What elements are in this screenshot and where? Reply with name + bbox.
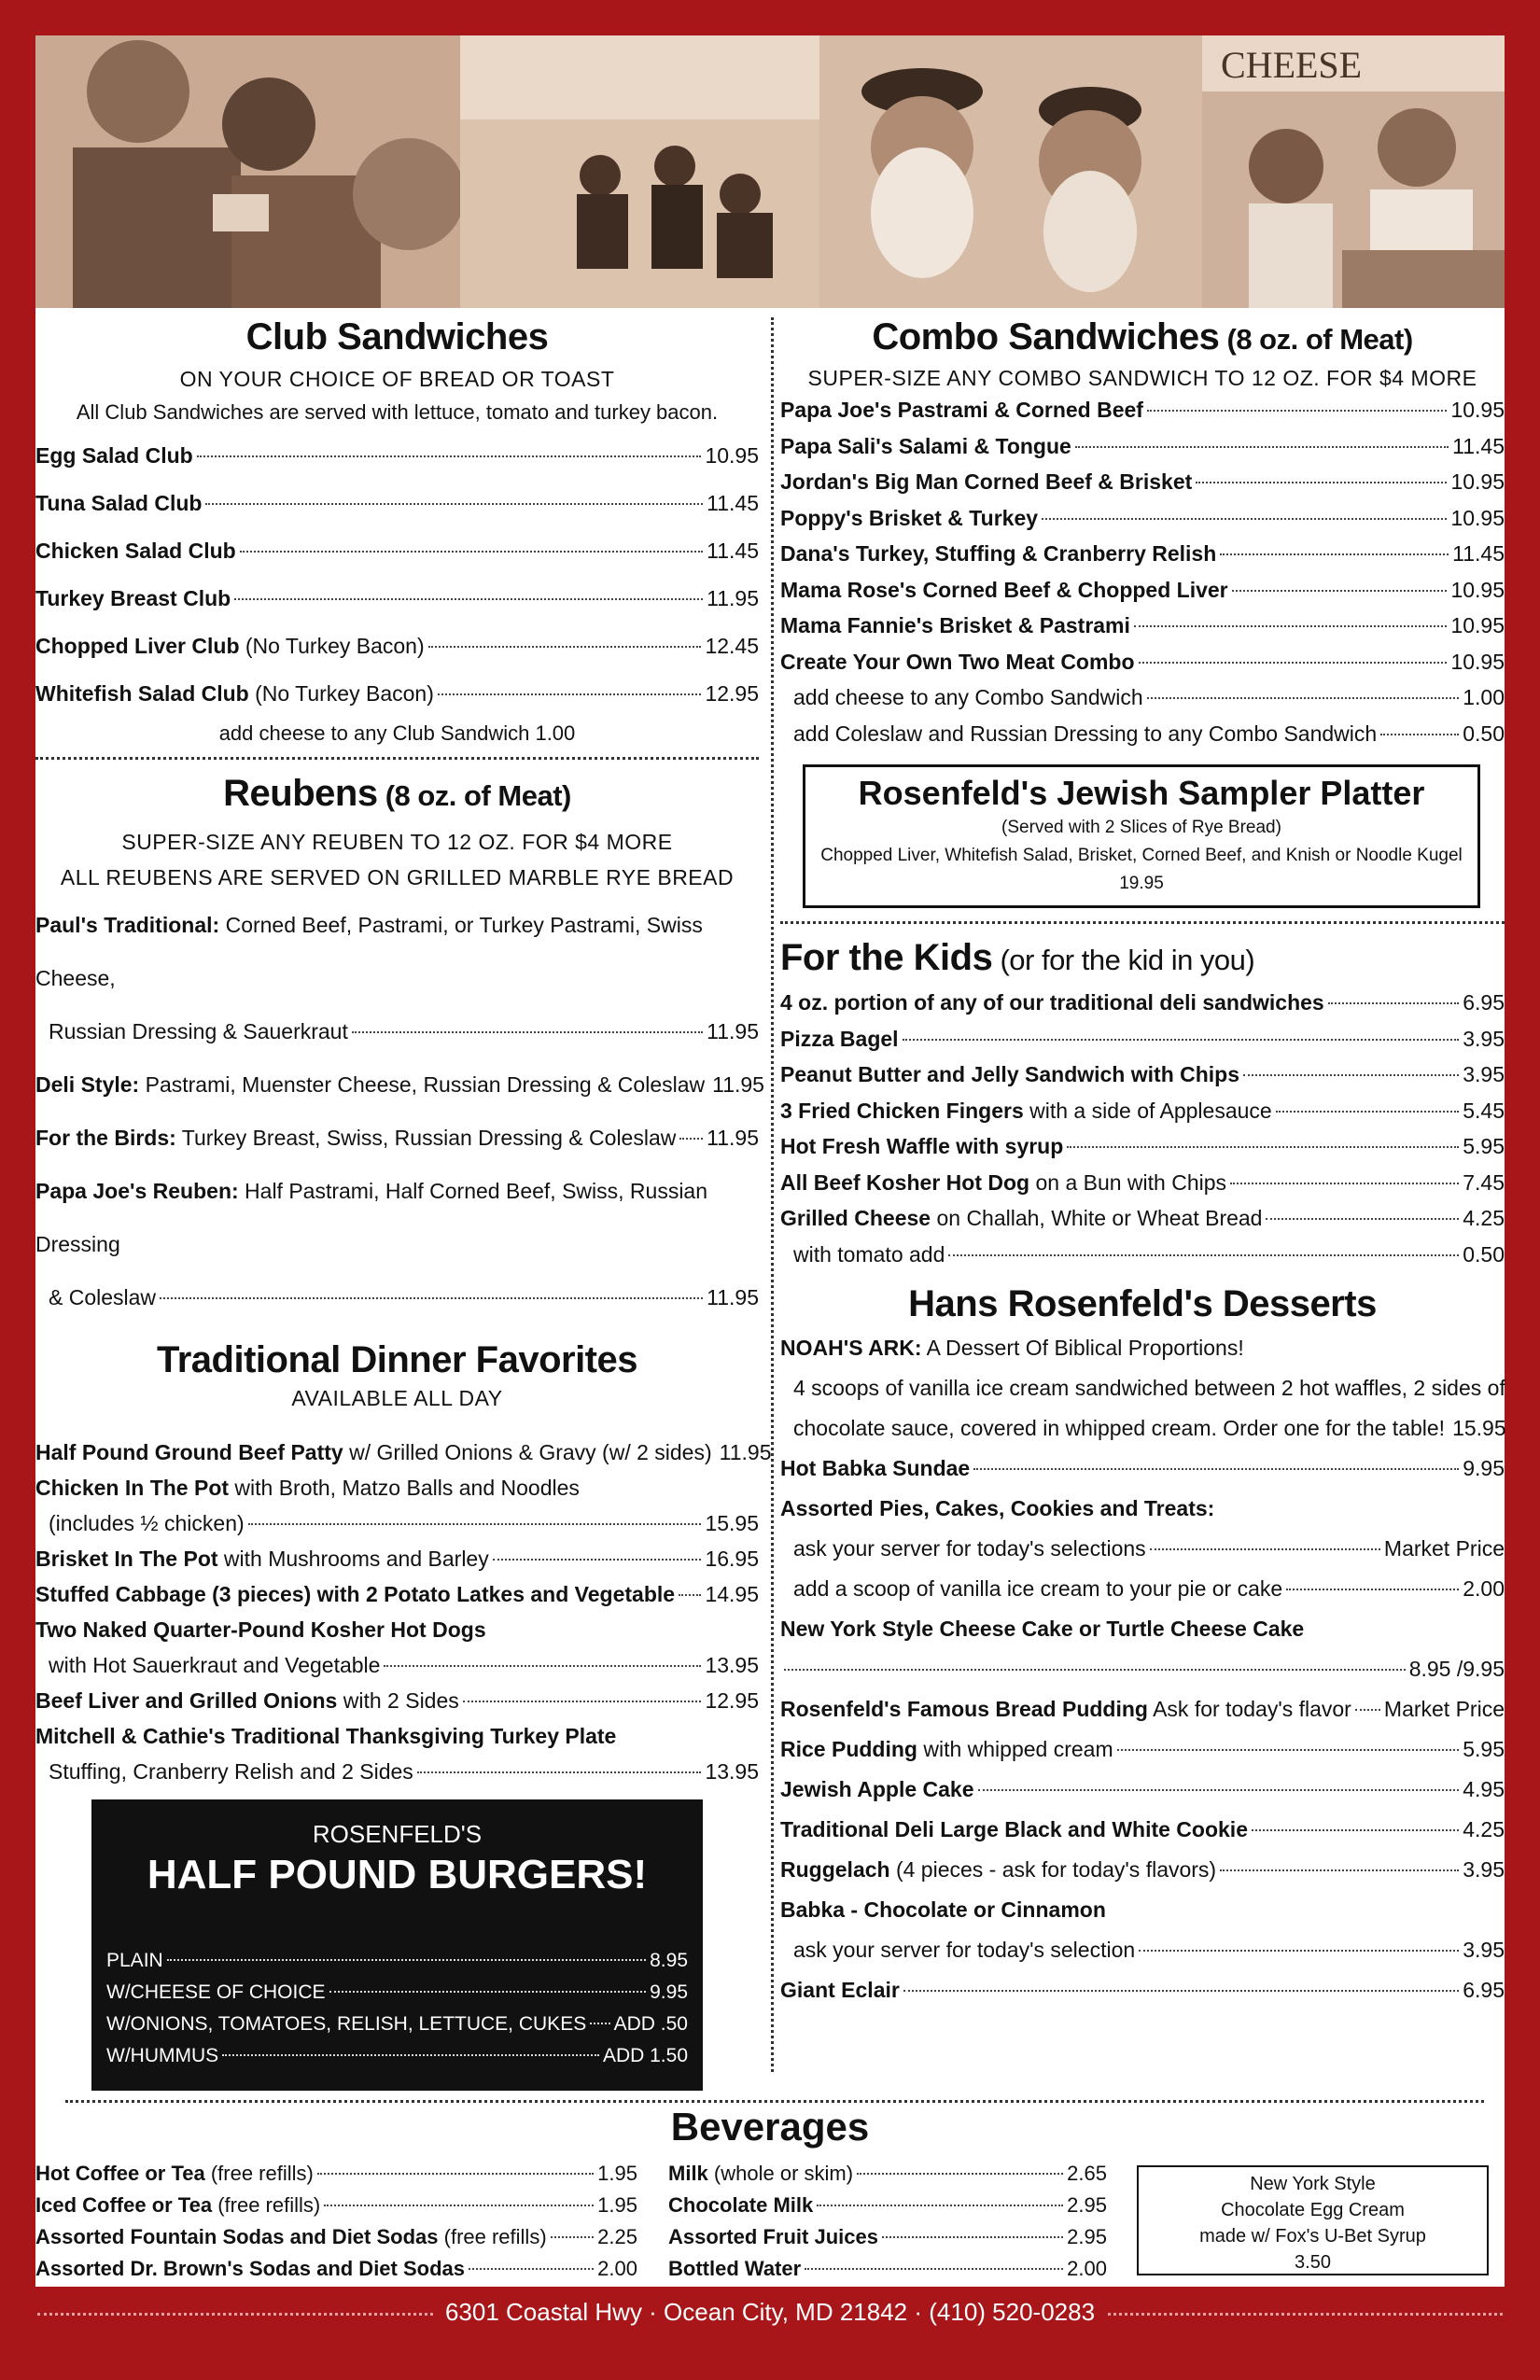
reuben-pauls-price-row xyxy=(35,1005,759,1058)
club-sub: ON YOUR CHOICE OF BREAD OR TOAST xyxy=(179,367,615,391)
dessert-extra: with whipped cream xyxy=(917,1737,1113,1761)
combo-items xyxy=(780,392,1505,679)
reubens-title xyxy=(35,769,759,820)
dinner-item-name: Stuffed Cabbage (3 pieces) with 2 Potato Latkes and Vegetable xyxy=(35,1582,676,1606)
dinner-item-price: 15.95 xyxy=(705,1511,759,1535)
dessert-price: 15.95 xyxy=(1452,1416,1506,1440)
beverage-price: 2.00 xyxy=(597,2257,637,2280)
kids-item-row xyxy=(780,1200,1505,1237)
reuben-birds-row xyxy=(35,1112,759,1165)
dessert-price: 4.95 xyxy=(1463,1777,1505,1801)
reuben-pauls-desc: Corned Beef, Pastrami, or Turkey Pastrami, Swiss Cheese, xyxy=(35,913,703,990)
burger-title2: HALF POUND BURGERS! xyxy=(147,1852,648,1897)
burger-item-price: ADD 1.50 xyxy=(602,2045,688,2066)
kids-item-row xyxy=(780,1165,1505,1201)
kids-item-price: 3.95 xyxy=(1463,1026,1505,1051)
burger-item-row xyxy=(106,1977,688,2009)
kids-title-text: For the Kids xyxy=(780,937,993,978)
club-item-row xyxy=(35,575,759,623)
sampler-desc: Chopped Liver, Whitefish Salad, Brisket, Corned Beef, and Knish or Noodle Kugel xyxy=(820,846,1463,865)
combo-item-row xyxy=(780,392,1505,428)
burger-item-price: 8.95 xyxy=(650,1950,688,1971)
kids-item-extra: on a Bun with Chips xyxy=(1029,1169,1227,1195)
club-item-name: Chopped Liver Club xyxy=(35,634,240,658)
beverage-row xyxy=(668,2158,1107,2190)
beverage-row xyxy=(668,2253,1107,2285)
club-item-price: 10.95 xyxy=(705,443,759,468)
club-item-price: 11.95 xyxy=(707,586,759,610)
reuben-deli-name: Deli Style: xyxy=(35,1072,140,1097)
beverages-right xyxy=(668,2158,1107,2285)
beverages-left xyxy=(35,2158,637,2285)
kids-title-small: (or for the kid in you) xyxy=(992,944,1255,976)
dessert-name: New York Style Cheese Cake or Turtle Cheese Cake xyxy=(780,1617,1305,1641)
dinner-row xyxy=(35,1647,759,1683)
dessert-row xyxy=(780,1689,1505,1729)
photo-strip xyxy=(35,35,1505,308)
dessert-row xyxy=(780,1449,1505,1489)
kids-tomato-price: 0.50 xyxy=(1463,1241,1505,1267)
combo-item-name: Mama Fannie's Brisket & Pastrami xyxy=(780,613,1130,637)
dinner-item-price: 16.95 xyxy=(705,1547,759,1571)
reuben-papa-name: Papa Joe's Reuben: xyxy=(35,1179,239,1203)
burger-box xyxy=(91,1799,703,2091)
reuben-pauls xyxy=(35,899,759,1005)
egg-cream-line3: made w/ Fox's U-Bet Syrup xyxy=(1199,2226,1426,2247)
dinner-item-extra: with Mushrooms and Barley xyxy=(217,1547,489,1571)
kids-item-name: All Beef Kosher Hot Dog xyxy=(780,1169,1030,1195)
egg-cream-line1: New York Style xyxy=(1250,2174,1376,2194)
combo-title-text: Combo Sandwiches xyxy=(872,316,1220,357)
combo-item-price: 10.95 xyxy=(1450,649,1505,674)
combo-item-price: 10.95 xyxy=(1450,577,1505,602)
beverage-name: Assorted Fruit Juices xyxy=(668,2225,878,2248)
dessert-row xyxy=(780,1649,1505,1689)
footer xyxy=(0,2287,1540,2380)
club-item-price: 12.45 xyxy=(705,634,759,658)
kids-item-price: 6.95 xyxy=(1463,990,1505,1015)
beverage-price: 2.00 xyxy=(1067,2257,1107,2280)
dessert-row xyxy=(780,1368,1505,1408)
combo-item-name: Create Your Own Two Meat Combo xyxy=(780,649,1135,674)
reuben-papa-price: 11.95 xyxy=(707,1285,759,1309)
dinner-row xyxy=(35,1470,759,1505)
dinner-row xyxy=(35,1541,759,1576)
dessert-name: Babka - Chocolate or Cinnamon xyxy=(780,1897,1106,1922)
dessert-extra: chocolate sauce, covered in whipped cream. Order one for the table! xyxy=(793,1416,1446,1440)
dinner-row xyxy=(35,1718,759,1754)
sampler-box xyxy=(803,764,1480,908)
dessert-name: NOAH'S ARK: xyxy=(780,1336,922,1360)
dessert-row xyxy=(780,1890,1505,1930)
photo-old-men-eating xyxy=(35,35,460,308)
dinner-item-price: 12.95 xyxy=(705,1688,759,1713)
right-column xyxy=(780,313,1505,2010)
photo-deli-counter xyxy=(1202,35,1505,308)
dessert-price: 4.25 xyxy=(1463,1817,1505,1841)
club-item-name: Chicken Salad Club xyxy=(35,539,236,563)
egg-cream-price: 3.50 xyxy=(1295,2252,1331,2273)
reuben-pauls-name: Paul's Traditional: xyxy=(35,913,220,937)
egg-cream-box xyxy=(1137,2165,1489,2275)
photo-bearded-men xyxy=(819,35,1202,308)
beverage-price: 2.25 xyxy=(597,2225,637,2248)
combo-item-row xyxy=(780,536,1505,572)
dessert-price: 5.95 xyxy=(1463,1737,1505,1761)
kids-item-name: Peanut Butter and Jelly Sandwich with Chips xyxy=(780,1062,1240,1086)
beverage-name: Milk xyxy=(668,2162,708,2185)
beverage-price: 2.65 xyxy=(1067,2162,1107,2185)
divider xyxy=(65,2100,1484,2103)
reubens-sub1: SUPER-SIZE ANY REUBEN TO 12 OZ. FOR $4 MORE xyxy=(121,830,673,854)
kids-item-extra: on Challah, White or Wheat Bread xyxy=(931,1206,1263,1230)
burger-item-price: ADD .50 xyxy=(613,2013,688,2035)
dessert-extra: add a scoop of vanilla ice cream to your pie or cake xyxy=(793,1576,1283,1601)
egg-cream-line2: Chocolate Egg Cream xyxy=(1221,2200,1405,2220)
combo-item-row xyxy=(780,428,1505,465)
combo-item-row xyxy=(780,572,1505,609)
dessert-price: 3.95 xyxy=(1463,1938,1505,1962)
club-note: All Club Sandwiches are served with lettuce, tomato and turkey bacon. xyxy=(76,400,719,424)
dessert-extra: (4 pieces - ask for today's flavors) xyxy=(889,1857,1217,1882)
dessert-row xyxy=(780,1328,1505,1368)
combo-item-row xyxy=(780,608,1505,644)
divider xyxy=(780,921,1505,924)
dessert-extra: ask your server for today's selections xyxy=(793,1536,1146,1561)
club-item-row xyxy=(35,527,759,575)
combo-add-coleslaw xyxy=(780,716,1505,752)
dinner-item-extra: with 2 Sides xyxy=(337,1688,459,1713)
reuben-deli-price: 11.95 xyxy=(712,1072,764,1097)
dessert-extra: Ask for today's flavor xyxy=(1147,1697,1351,1721)
reuben-papa-desc: Half Pastrami, Half Corned Beef, Swiss, Russian Dressing xyxy=(35,1179,708,1256)
combo-item-row xyxy=(780,644,1505,680)
dinner-item-price: 11.95 xyxy=(719,1440,772,1464)
burger-item-row xyxy=(106,2009,688,2040)
dinner-item-price: 13.95 xyxy=(705,1653,759,1677)
dinner-row xyxy=(35,1754,759,1789)
beverage-extra: (free refills) xyxy=(204,2162,314,2185)
divider xyxy=(35,757,759,760)
kids-item-price: 5.95 xyxy=(1463,1134,1505,1158)
cheese-sign-text: CHEESE xyxy=(1221,44,1363,86)
reuben-pauls-price: 11.95 xyxy=(707,1019,759,1043)
reuben-birds-name: For the Birds: xyxy=(35,1126,176,1150)
beverage-extra: (whole or skim) xyxy=(707,2162,854,2185)
combo-add1-price: 1.00 xyxy=(1463,685,1505,709)
kids-title xyxy=(780,933,1505,985)
dessert-name: Ruggelach xyxy=(780,1857,890,1882)
beverage-name: Assorted Fountain Sodas and Diet Sodas xyxy=(35,2225,439,2248)
dinner-item-price: 14.95 xyxy=(705,1582,759,1606)
combo-item-name: Jordan's Big Man Corned Beef & Brisket xyxy=(780,469,1193,494)
combo-item-row xyxy=(780,464,1505,500)
kids-item-price: 4.25 xyxy=(1463,1206,1505,1230)
club-addon: add cheese to any Club Sandwich 1.00 xyxy=(218,721,576,745)
beverage-extra: (free refills) xyxy=(212,2193,321,2217)
dessert-name: Giant Eclair xyxy=(780,1978,900,2002)
beverage-name: Assorted Dr. Brown's Sodas and Diet Sodas xyxy=(35,2257,466,2280)
footer-address-wrap xyxy=(0,2298,1540,2327)
club-items xyxy=(35,432,759,718)
dessert-price: 9.95 xyxy=(1463,1456,1505,1480)
kids-item-price: 7.45 xyxy=(1463,1169,1505,1195)
kids-items xyxy=(780,985,1505,1237)
dinner-item-extra: with Broth, Matzo Balls and Noodles xyxy=(229,1476,580,1500)
beverage-row xyxy=(35,2253,637,2285)
dinner-row xyxy=(35,1612,759,1647)
dessert-price: 8.95 /9.95 xyxy=(1408,1657,1505,1681)
combo-item-price: 10.95 xyxy=(1450,613,1505,637)
dessert-row xyxy=(780,1810,1505,1850)
kids-item-price: 5.45 xyxy=(1463,1098,1505,1123)
combo-add1-name: add cheese to any Combo Sandwich xyxy=(793,685,1143,709)
sampler-sub: (Served with 2 Slices of Rye Bread) xyxy=(1001,818,1281,837)
dessert-row xyxy=(780,1529,1505,1569)
burger-item-name: W/CHEESE OF CHOICE xyxy=(106,1981,326,2003)
beverage-name: Chocolate Milk xyxy=(668,2193,814,2217)
dessert-name: Rice Pudding xyxy=(780,1737,917,1761)
dinner-item-name: Two Naked Quarter-Pound Kosher Hot Dogs xyxy=(35,1617,486,1642)
dinner-row xyxy=(35,1576,759,1612)
photo-beach-women xyxy=(460,35,819,308)
combo-add2-price: 0.50 xyxy=(1463,721,1505,746)
kids-item-row xyxy=(780,1093,1505,1129)
combo-item-price: 10.95 xyxy=(1450,398,1505,422)
reuben-papa-price-row xyxy=(35,1271,759,1324)
reubens-title-text: Reubens xyxy=(223,773,378,814)
kids-item-row xyxy=(780,1128,1505,1165)
dessert-row xyxy=(780,1408,1505,1449)
footer-address: 6301 Coastal Hwy · Ocean City, MD 21842 · (410) 520-0283 xyxy=(434,2298,1106,2326)
club-item-price: 11.45 xyxy=(707,539,759,563)
dinner-item-extra: w/ Grilled Onions & Gravy (w/ 2 sides) xyxy=(343,1440,712,1464)
reubens-sub2: ALL REUBENS ARE SERVED ON GRILLED MARBLE RYE BREAD xyxy=(60,865,735,889)
dessert-row xyxy=(780,1930,1505,1970)
club-item-extra: (No Turkey Bacon) xyxy=(248,681,434,706)
dessert-price: Market Price xyxy=(1383,1697,1505,1721)
burger-title1: ROSENFELD'S xyxy=(312,1820,483,1848)
reuben-deli-row xyxy=(35,1058,764,1112)
beverage-row xyxy=(35,2190,637,2221)
dinner-sub: AVAILABLE ALL DAY xyxy=(291,1386,503,1410)
beverage-row xyxy=(35,2221,637,2253)
dinner-item-price: 13.95 xyxy=(705,1759,759,1784)
burger-item-name: PLAIN xyxy=(106,1950,163,1971)
sampler-title: Rosenfeld's Jewish Sampler Platter xyxy=(858,774,1425,812)
combo-item-price: 11.45 xyxy=(1452,433,1505,458)
dessert-name: Jewish Apple Cake xyxy=(780,1777,974,1801)
dessert-row xyxy=(780,1729,1505,1770)
kids-item-name: Grilled Cheese xyxy=(780,1206,931,1230)
kids-item-price: 3.95 xyxy=(1463,1062,1505,1086)
club-item-extra: (No Turkey Bacon) xyxy=(239,634,425,658)
burger-item-price: 9.95 xyxy=(650,1981,688,2003)
sampler-price: 19.95 xyxy=(1119,874,1164,893)
reuben-papa xyxy=(35,1165,759,1271)
dinner-row xyxy=(35,1435,772,1470)
dinner-item-extra: Stuffing, Cranberry Relish and 2 Sides xyxy=(49,1759,413,1784)
beverages-title: Beverages xyxy=(670,2105,870,2149)
club-title: Club Sandwiches xyxy=(245,316,549,357)
kids-item-row xyxy=(780,985,1505,1021)
reubens-title-small: (8 oz. of Meat) xyxy=(377,779,571,812)
combo-item-name: Papa Joe's Pastrami & Corned Beef xyxy=(780,398,1143,422)
desserts-title: Hans Rosenfeld's Desserts xyxy=(908,1283,1377,1324)
beverage-extra: (free refills) xyxy=(438,2225,547,2248)
combo-item-price: 10.95 xyxy=(1450,505,1505,530)
dessert-price: 3.95 xyxy=(1463,1857,1505,1882)
combo-add-cheese xyxy=(780,679,1505,716)
combo-item-row xyxy=(780,500,1505,537)
burger-item-name: W/HUMMUS xyxy=(106,2045,219,2066)
dinner-row xyxy=(35,1505,759,1541)
dessert-price: Market Price xyxy=(1383,1536,1505,1561)
club-item-price: 11.45 xyxy=(707,491,759,515)
beverage-row xyxy=(668,2221,1107,2253)
burger-item-row xyxy=(106,2040,688,2072)
dessert-name: Hot Babka Sundae xyxy=(780,1456,971,1480)
dinner-item-extra: with Hot Sauerkraut and Vegetable xyxy=(49,1653,381,1677)
dessert-row xyxy=(780,1609,1505,1649)
right-red-border xyxy=(1505,0,1540,2287)
kids-tomato-name: with tomato add xyxy=(793,1241,945,1267)
kids-item-name: Hot Fresh Waffle with syrup xyxy=(780,1134,1064,1158)
club-item-name: Whitefish Salad Club xyxy=(35,681,249,706)
dessert-row xyxy=(780,1850,1505,1890)
dinner-row xyxy=(35,1683,759,1718)
club-item-name: Turkey Breast Club xyxy=(35,586,231,610)
kids-item-name: Pizza Bagel xyxy=(780,1026,899,1051)
combo-item-name: Papa Sali's Salami & Tongue xyxy=(780,433,1071,458)
dessert-extra: 4 scoops of vanilla ice cream sandwiched between 2 hot waffles, 2 sides of xyxy=(793,1376,1505,1400)
reuben-birds-desc: Turkey Breast, Swiss, Russian Dressing & Coleslaw xyxy=(175,1126,677,1150)
club-item-row xyxy=(35,623,759,670)
kids-item-row xyxy=(780,1021,1505,1057)
dessert-extra: ask your server for today's selection xyxy=(793,1938,1136,1962)
dessert-price: 2.00 xyxy=(1463,1576,1505,1601)
reuben-birds-price: 11.95 xyxy=(707,1126,759,1150)
burger-items xyxy=(106,1945,688,2072)
beverage-price: 1.95 xyxy=(597,2162,637,2185)
column-divider xyxy=(771,317,774,2072)
reuben-deli-desc: Pastrami, Muenster Cheese, Russian Dressing & Coleslaw xyxy=(139,1072,706,1097)
dinner-item-name: Mitchell & Cathie's Traditional Thanksgiving Turkey Plate xyxy=(35,1724,617,1748)
combo-item-name: Poppy's Brisket & Turkey xyxy=(780,505,1039,530)
kids-item-name: 4 oz. portion of any of our traditional deli sandwiches xyxy=(780,990,1324,1015)
combo-title xyxy=(780,313,1505,364)
club-item-row xyxy=(35,480,759,527)
burger-item-row xyxy=(106,1945,688,1977)
kids-tomato xyxy=(780,1237,1505,1273)
dinner-item-name: Half Pound Ground Beef Patty xyxy=(35,1440,343,1464)
beverage-row xyxy=(668,2190,1107,2221)
reuben-papa-desc2: & Coleslaw xyxy=(49,1285,157,1309)
dessert-name: Rosenfeld's Famous Bread Pudding xyxy=(780,1697,1148,1721)
beverage-name: Iced Coffee or Tea xyxy=(35,2193,213,2217)
dinner-item-extra: (includes ½ chicken) xyxy=(49,1511,245,1535)
dessert-row xyxy=(780,1569,1505,1609)
club-item-row xyxy=(35,670,759,718)
dinner-item-name: Beef Liver and Grilled Onions xyxy=(35,1688,338,1713)
combo-item-name: Dana's Turkey, Stuffing & Cranberry Relish xyxy=(780,541,1217,566)
combo-item-price: 11.45 xyxy=(1452,541,1505,566)
burger-item-name: W/ONIONS, TOMATOES, RELISH, LETTUCE, CUKES xyxy=(106,2013,587,2035)
dinner-item-name: Chicken In The Pot xyxy=(35,1476,230,1500)
kids-item-extra: with a side of Applesauce xyxy=(1023,1098,1272,1123)
dessert-row xyxy=(780,1489,1505,1529)
reuben-pauls-desc2: Russian Dressing & Sauerkraut xyxy=(49,1019,348,1043)
club-item-name: Egg Salad Club xyxy=(35,443,193,468)
dessert-row xyxy=(780,1770,1505,1810)
dessert-row xyxy=(780,1970,1505,2010)
beverage-price: 2.95 xyxy=(1067,2225,1107,2248)
beverage-name: Hot Coffee or Tea xyxy=(35,2162,205,2185)
dessert-price: 6.95 xyxy=(1463,1978,1505,2002)
dessert-extra: A Dessert Of Biblical Proportions! xyxy=(921,1336,1244,1360)
dinner-item-name: Brisket In The Pot xyxy=(35,1547,218,1571)
beverage-name: Bottled Water xyxy=(668,2257,802,2280)
club-item-price: 12.95 xyxy=(705,681,759,706)
dessert-name: Assorted Pies, Cakes, Cookies and Treats: xyxy=(780,1496,1215,1520)
beverage-price: 1.95 xyxy=(597,2193,637,2217)
combo-item-price: 10.95 xyxy=(1450,469,1505,494)
combo-title-small: (8 oz. of Meat) xyxy=(1219,323,1413,356)
kids-item-name: 3 Fried Chicken Fingers xyxy=(780,1098,1024,1123)
beverage-price: 2.95 xyxy=(1067,2193,1107,2217)
combo-add2-name: add Coleslaw and Russian Dressing to any Combo Sandwich xyxy=(793,721,1378,746)
left-red-border xyxy=(0,0,35,2287)
left-column xyxy=(35,313,772,1789)
kids-item-row xyxy=(780,1057,1505,1093)
combo-item-name: Mama Rose's Corned Beef & Chopped Liver xyxy=(780,577,1228,602)
dinner-title: Traditional Dinner Favorites xyxy=(156,1339,637,1380)
dessert-name: Traditional Deli Large Black and White Cookie xyxy=(780,1817,1248,1841)
beverage-row xyxy=(35,2158,637,2190)
club-item-name: Tuna Salad Club xyxy=(35,491,203,515)
combo-sub: SUPER-SIZE ANY COMBO SANDWICH TO 12 OZ. FOR $4 MORE xyxy=(807,366,1477,390)
club-item-row xyxy=(35,432,759,480)
